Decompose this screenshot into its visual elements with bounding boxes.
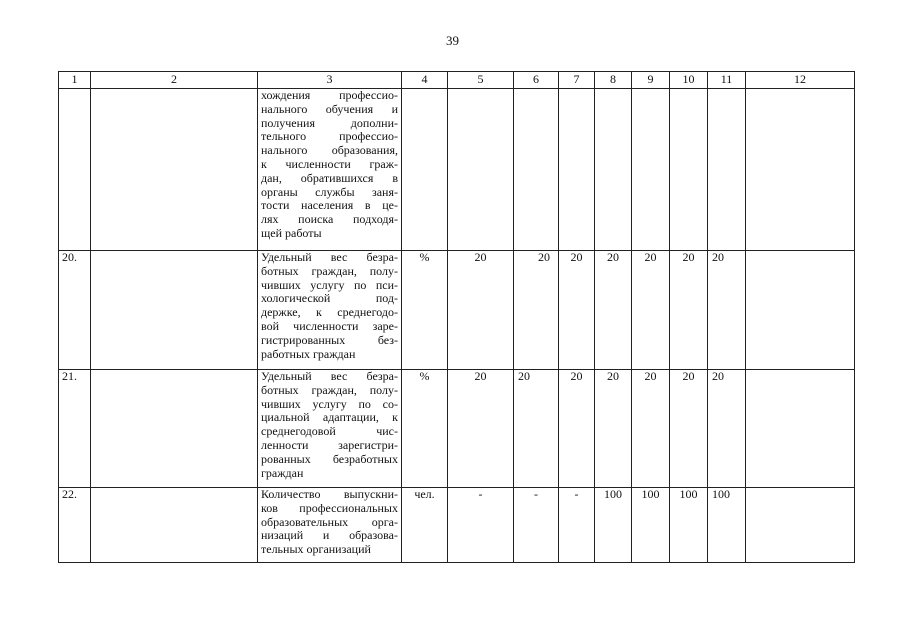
description-line: нального обучения и <box>261 101 398 116</box>
description-line: граждан <box>261 465 304 480</box>
value-cell-col-7 <box>559 89 595 251</box>
description-line: гистрированных без- <box>261 332 398 347</box>
description-line: тельных организаций <box>261 542 371 557</box>
indicator-name-cell <box>91 251 258 370</box>
row-number: 22. <box>59 488 91 563</box>
row-number <box>59 89 91 251</box>
unit-cell: чел. <box>402 488 448 563</box>
description-line: получения дополни- <box>261 115 398 130</box>
unit-cell: % <box>402 370 448 488</box>
column-header-10: 10 <box>670 72 708 89</box>
column-header-5: 5 <box>448 72 514 89</box>
value-cell-col-9: 20 <box>632 251 670 370</box>
value-cell-col-6: 20 <box>514 251 559 370</box>
indicator-name-cell <box>91 488 258 563</box>
description-line: ков профессиональных <box>261 500 398 515</box>
indicators-table <box>58 71 855 563</box>
description-line: тости населения в це- <box>261 198 398 213</box>
column-header-2: 2 <box>91 72 258 89</box>
table-row <box>59 89 855 251</box>
description-line: чивших услугу по со- <box>261 396 398 411</box>
description-line: работных граждан <box>261 346 356 361</box>
value-cell-col-9 <box>632 89 670 251</box>
row-number: 20. <box>59 251 91 370</box>
value-cell-col-11: 20 <box>708 251 746 370</box>
description-line: Количество выпускни- <box>261 487 398 501</box>
value-cell-col-6: 20 <box>514 370 559 488</box>
indicator-name-cell <box>91 89 258 251</box>
value-cell-col-8 <box>595 89 632 251</box>
description-line: Удельный вес безра- <box>261 369 398 383</box>
column-header-1: 1 <box>59 72 91 89</box>
page-number: 39 <box>446 33 459 48</box>
value-cell-col-5: - <box>448 488 514 563</box>
value-cell-col-7: 20 <box>559 370 595 488</box>
description-line: образовательных орга- <box>261 514 398 529</box>
description-line: хологической под- <box>261 291 398 306</box>
indicator-description <box>258 251 402 370</box>
description-line: лях поиска подходя- <box>261 212 398 227</box>
description-line: циальной адаптации, к <box>261 410 398 425</box>
value-cell-col-11: 20 <box>708 370 746 488</box>
value-cell-col-6 <box>514 89 559 251</box>
column-header-11: 11 <box>708 72 746 89</box>
value-cell-col-10: 20 <box>670 251 708 370</box>
value-cell-col-7: - <box>559 488 595 563</box>
value-cell-col-5 <box>448 89 514 251</box>
note-cell <box>746 89 855 251</box>
column-header-6: 6 <box>514 72 559 89</box>
note-cell <box>746 251 855 370</box>
unit-cell: % <box>402 251 448 370</box>
column-header-12: 12 <box>746 72 855 89</box>
value-cell-col-9: 100 <box>632 488 670 563</box>
value-cell-col-6: - <box>514 488 559 563</box>
value-cell-col-10: 20 <box>670 370 708 488</box>
note-cell <box>746 488 855 563</box>
description-line: к численности граж- <box>261 156 398 171</box>
description-line: ботных граждан, полу- <box>261 263 398 278</box>
column-header-7: 7 <box>559 72 595 89</box>
column-header-4: 4 <box>402 72 448 89</box>
indicator-description <box>258 488 402 563</box>
value-cell-col-8: 20 <box>595 251 632 370</box>
description-line: среднегодовой чис- <box>261 424 398 439</box>
column-header-9: 9 <box>632 72 670 89</box>
indicator-name-cell <box>91 370 258 488</box>
description-line: щей работы <box>261 225 322 240</box>
description-line: хождения профессио- <box>261 88 398 102</box>
note-cell <box>746 370 855 488</box>
value-cell-col-10 <box>670 89 708 251</box>
row-number: 21. <box>59 370 91 488</box>
indicator-description <box>258 370 402 488</box>
description-line: чивших услугу по пси- <box>261 277 398 292</box>
description-line: рованных безработных <box>261 451 398 466</box>
description-line: вой численности заре- <box>261 318 398 333</box>
indicator-description <box>258 89 402 251</box>
value-cell-col-5: 20 <box>448 251 514 370</box>
value-cell-col-11: 100 <box>708 488 746 563</box>
value-cell-col-8: 20 <box>595 370 632 488</box>
table-row <box>59 370 855 488</box>
header-row <box>59 72 855 89</box>
description-line: ленности зарегистри- <box>261 437 398 452</box>
column-header-8: 8 <box>595 72 632 89</box>
description-line: органы службы заня- <box>261 184 398 199</box>
value-cell-col-8: 100 <box>595 488 632 563</box>
value-cell-col-9: 20 <box>632 370 670 488</box>
description-line: ботных граждан, полу- <box>261 382 398 397</box>
value-cell-col-5: 20 <box>448 370 514 488</box>
value-cell-col-7: 20 <box>559 251 595 370</box>
value-cell-col-11 <box>708 89 746 251</box>
table-row <box>59 251 855 370</box>
description-line: дан, обратившихся в <box>261 170 398 185</box>
value-cell-col-10: 100 <box>670 488 708 563</box>
column-header-3: 3 <box>258 72 402 89</box>
description-line: Удельный вес безра- <box>261 250 398 264</box>
description-line: нального образования, <box>261 143 398 158</box>
description-line: тельного профессио- <box>261 129 398 144</box>
table-row <box>59 488 855 563</box>
description-line: держке, к среднегодо- <box>261 305 398 320</box>
unit-cell <box>402 89 448 251</box>
description-line: низаций и образова- <box>261 528 398 543</box>
